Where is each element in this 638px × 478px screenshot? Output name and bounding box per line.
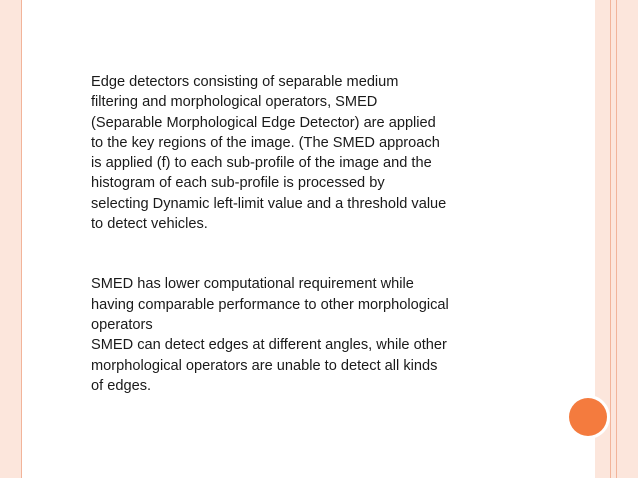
text-line: is applied (f) to each sub-profile of the image and the [91,155,432,172]
text-line: SMED can detect edges at different angles, while other [91,337,447,354]
left-border-band [0,0,21,478]
text-line: SMED has lower computational requirement while [91,276,414,293]
text-line: Edge detectors consisting of separable medium [91,74,399,90]
right-border-line-outer [610,0,611,478]
text-line: having comparable performance to other morphological [91,296,449,313]
right-border-line-inner [616,0,617,478]
paragraph-smed-advantages [91,274,491,396]
text-line: filtering and morphological operators, SMED [91,94,378,111]
slide-body-text [91,72,491,396]
text-line: selecting Dynamic left-limit value and a threshold value [91,195,447,212]
text-line: morphological operators are unable to detect all kinds [91,357,438,374]
text-line: to detect vehicles. [91,216,208,233]
text-line: histogram of each sub-profile is processed by [91,175,385,192]
text-line: of edges. [91,377,152,394]
paragraph-spacer [91,234,491,274]
paragraph-smed-description [91,72,491,234]
text-line: operators [91,316,153,333]
text-line: to the key regions of the image. (The SMED approach [91,134,440,151]
accent-circle-decoration [569,398,607,436]
text-line: (Separable Morphological Edge Detector) are applied [91,114,436,131]
